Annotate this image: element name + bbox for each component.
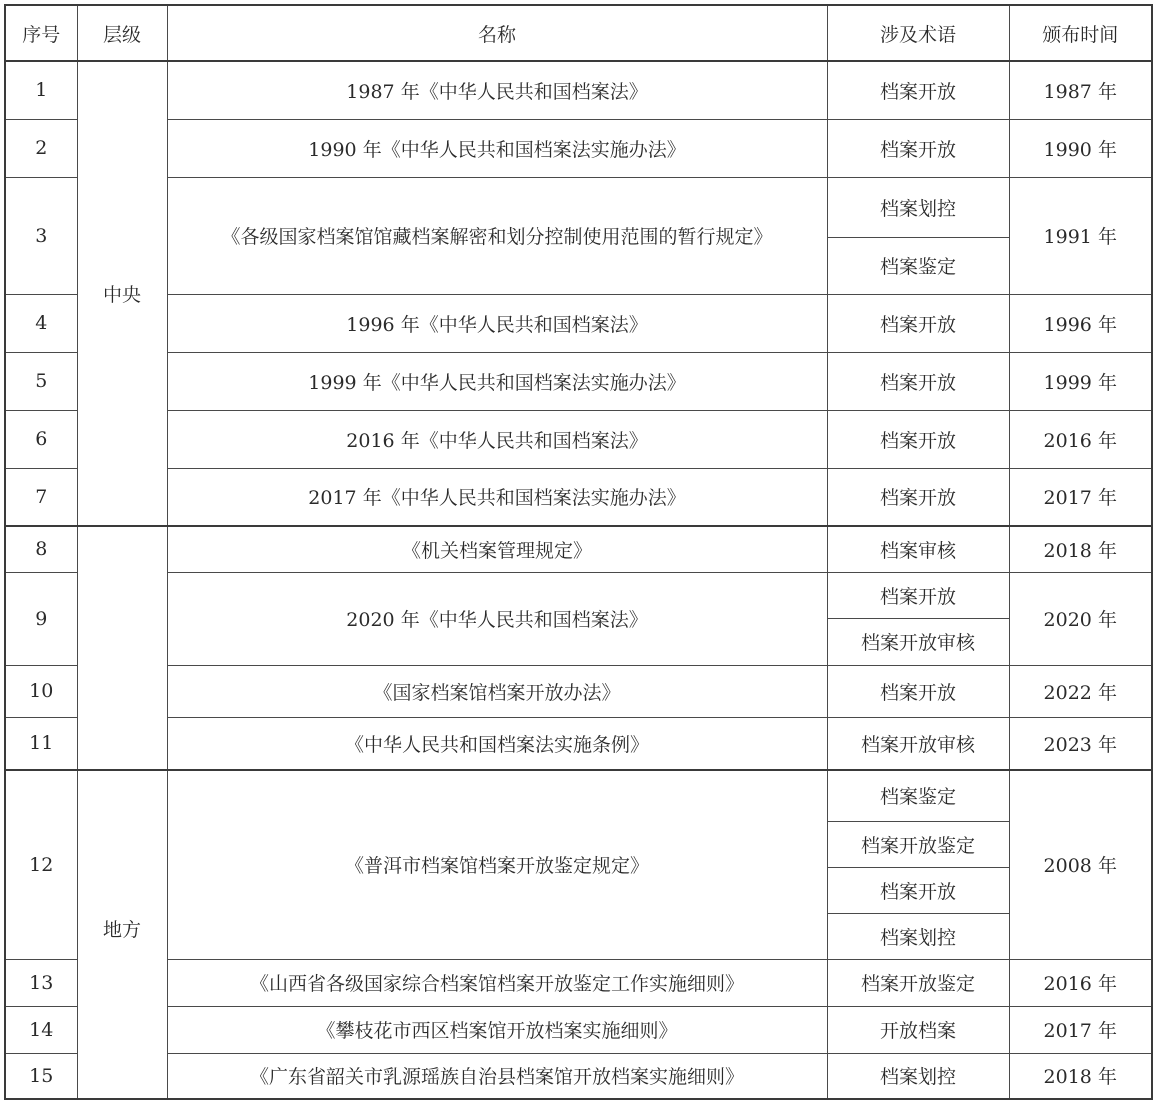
row-term: 档案开放鉴定	[827, 959, 1009, 1006]
row-name: 2020 年《中华人民共和国档案法》	[167, 572, 827, 665]
header-level: 层级	[77, 5, 167, 61]
row-name: 《机关档案管理规定》	[167, 526, 827, 572]
row-index: 5	[5, 352, 77, 410]
row-term: 档案开放	[827, 352, 1009, 410]
row-date: 2018 年	[1009, 526, 1152, 572]
row-date: 1996 年	[1009, 294, 1152, 352]
table-row	[5, 294, 1152, 352]
row-name: 《山西省各级国家综合档案馆档案开放鉴定工作实施细则》	[167, 959, 827, 1006]
header-date: 颁布时间	[1009, 5, 1152, 61]
header-name: 名称	[167, 5, 827, 61]
row-index: 8	[5, 526, 77, 572]
row-index: 3	[5, 177, 77, 294]
table-row	[5, 119, 1152, 177]
row-term: 档案鉴定	[827, 237, 1009, 294]
table-row	[5, 959, 1152, 1006]
row-date: 1987 年	[1009, 61, 1152, 119]
table-row	[5, 468, 1152, 526]
row-term: 档案划控	[827, 177, 1009, 237]
header-terms: 涉及术语	[827, 5, 1009, 61]
row-name: 2017 年《中华人民共和国档案法实施办法》	[167, 468, 827, 526]
table-row	[5, 352, 1152, 410]
row-index: 7	[5, 468, 77, 526]
header-row	[5, 5, 1152, 61]
row-index: 12	[5, 770, 77, 959]
row-term: 档案鉴定	[827, 770, 1009, 821]
row-date: 2020 年	[1009, 572, 1152, 665]
row-term: 档案开放鉴定	[827, 821, 1009, 867]
row-date: 2017 年	[1009, 1006, 1152, 1053]
row-term: 档案开放	[827, 294, 1009, 352]
row-name: 《广东省韶关市乳源瑶族自治县档案馆开放档案实施细则》	[167, 1053, 827, 1099]
level-cell-central: 中央	[77, 61, 167, 526]
row-date: 1990 年	[1009, 119, 1152, 177]
row-term: 档案开放	[827, 665, 1009, 717]
row-term: 开放档案	[827, 1006, 1009, 1053]
row-index: 11	[5, 717, 77, 770]
table-row	[5, 410, 1152, 468]
row-index: 2	[5, 119, 77, 177]
row-name: 1999 年《中华人民共和国档案法实施办法》	[167, 352, 827, 410]
header-index: 序号	[5, 5, 77, 61]
level-label-local: 地方	[102, 919, 141, 941]
row-name: 《普洱市档案馆档案开放鉴定规定》	[167, 770, 827, 959]
row-date: 1999 年	[1009, 352, 1152, 410]
row-name: 2016 年《中华人民共和国档案法》	[167, 410, 827, 468]
table-row	[5, 572, 1152, 618]
row-term: 档案开放	[827, 572, 1009, 618]
row-term: 档案划控	[827, 913, 1009, 959]
row-index: 1	[5, 61, 77, 119]
row-term: 档案开放	[827, 61, 1009, 119]
row-date: 2018 年	[1009, 1053, 1152, 1099]
row-date: 1991 年	[1009, 177, 1152, 294]
table-row	[5, 770, 1152, 821]
row-date: 2023 年	[1009, 717, 1152, 770]
row-term: 档案开放审核	[827, 618, 1009, 665]
row-term: 档案开放	[827, 867, 1009, 913]
row-date: 2016 年	[1009, 410, 1152, 468]
row-index: 10	[5, 665, 77, 717]
row-index: 9	[5, 572, 77, 665]
table-row	[5, 1006, 1152, 1053]
regulations-table	[4, 4, 1153, 1100]
row-date: 2022 年	[1009, 665, 1152, 717]
row-index: 13	[5, 959, 77, 1006]
row-name: 《攀枝花市西区档案馆开放档案实施细则》	[167, 1006, 827, 1053]
table-row	[5, 177, 1152, 237]
row-term: 档案开放	[827, 468, 1009, 526]
table-row	[5, 61, 1152, 119]
table-row	[5, 665, 1152, 717]
row-term: 档案开放	[827, 119, 1009, 177]
row-index: 15	[5, 1053, 77, 1099]
row-term: 档案划控	[827, 1053, 1009, 1099]
row-term: 档案审核	[827, 526, 1009, 572]
row-term: 档案开放	[827, 410, 1009, 468]
row-name: 《国家档案馆档案开放办法》	[167, 665, 827, 717]
row-name: 《中华人民共和国档案法实施条例》	[167, 717, 827, 770]
table-row	[5, 717, 1152, 770]
row-index: 6	[5, 410, 77, 468]
row-date: 2017 年	[1009, 468, 1152, 526]
row-date: 2016 年	[1009, 959, 1152, 1006]
row-name: 1990 年《中华人民共和国档案法实施办法》	[167, 119, 827, 177]
table-row	[5, 526, 1152, 572]
row-index: 4	[5, 294, 77, 352]
level-cell-local	[77, 770, 167, 1099]
row-index: 14	[5, 1006, 77, 1053]
level-cell-blank	[77, 526, 167, 770]
row-name: 1987 年《中华人民共和国档案法》	[167, 61, 827, 119]
table-row	[5, 1053, 1152, 1099]
row-name: 1996 年《中华人民共和国档案法》	[167, 294, 827, 352]
row-term: 档案开放审核	[827, 717, 1009, 770]
row-name: 《各级国家档案馆馆藏档案解密和划分控制使用范围的暂行规定》	[167, 177, 827, 294]
row-date: 2008 年	[1009, 770, 1152, 959]
